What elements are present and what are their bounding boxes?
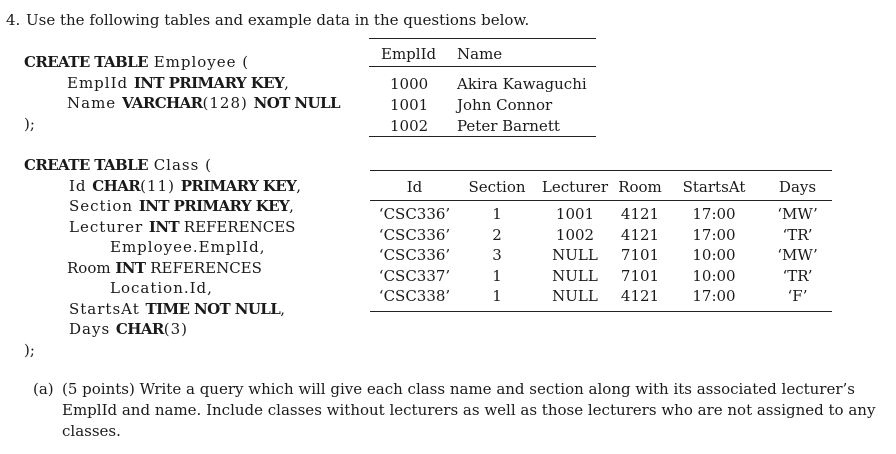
table-cell: John Connor (457, 95, 553, 114)
class-sql-line-8 (24, 299, 301, 320)
part-a-text (62, 379, 875, 442)
table-row (370, 225, 832, 246)
employee-table-header-rule (369, 66, 596, 67)
sql-keyword: CHAR (92, 176, 141, 195)
sql-text: REFERENCES (145, 258, 262, 277)
sql-keyword: CREATE TABLE (24, 53, 148, 71)
sql-text: Location.Id, (110, 279, 213, 297)
sql-column: StartsAt (69, 299, 146, 318)
class-sql-line-4 (24, 217, 301, 238)
sql-keyword: INT (148, 217, 180, 236)
table-cell: 1000 (390, 74, 429, 93)
column-header: StartsAt (682, 177, 746, 196)
sql-keyword: CREATE TABLE (24, 156, 148, 174)
sql-keyword: CHAR (115, 320, 164, 338)
table-cell: ‘CSC336’ (378, 205, 451, 224)
sql-column: Lecturer (69, 217, 149, 236)
table-cell: 17:00 (692, 287, 736, 306)
table-cell: ‘CSC337’ (378, 266, 451, 285)
table-row (370, 266, 832, 287)
table-cell: 3 (492, 246, 502, 265)
table-cell: NULL (552, 266, 598, 285)
table-row (369, 94, 596, 115)
class-table-header-rule (370, 200, 832, 201)
column-header: Room (618, 177, 662, 196)
employee-sql-line-1 (24, 52, 340, 73)
employee-table (369, 41, 596, 136)
table-cell: 7101 (620, 246, 660, 265)
class-sql-line-6 (24, 258, 301, 279)
question-intro: Use the following tables and example data in the questions below. (26, 11, 530, 29)
sql-keyword: INT (115, 258, 146, 277)
table-row (369, 115, 596, 136)
table-cell: ‘CSC336’ (378, 246, 451, 265)
sql-text: REFERENCES (179, 217, 296, 236)
sql-text: (3) (163, 320, 188, 338)
employee-create-statement (24, 52, 340, 134)
sql-text: , (280, 299, 285, 318)
sql-text: (11) (140, 176, 181, 195)
column-header: Section (468, 177, 526, 196)
column-header: EmplId (381, 44, 437, 63)
class-sql-line-1 (24, 155, 301, 176)
column-header: Id (406, 177, 423, 196)
class-table-header-row (370, 174, 832, 199)
spacer-row (369, 66, 596, 73)
sql-text: ); (24, 340, 35, 359)
sql-column: Section (69, 197, 139, 215)
class-create-statement (24, 155, 301, 360)
class-table-top-rule (370, 170, 832, 171)
table-cell: 7101 (620, 266, 660, 285)
part-a-line-3: classes. (62, 422, 121, 440)
sql-column: Id (69, 176, 93, 195)
table-cell: 4121 (620, 225, 660, 244)
part-a-line-2: EmplId and name. Include classes without lecturers as well as those lecturers who are not assigned to any (62, 401, 876, 419)
question-number: 4. (6, 11, 21, 29)
sql-column: Days (69, 320, 116, 338)
employee-sql-line-2 (24, 73, 340, 94)
sql-keyword: PRIMARY KEY (180, 176, 297, 195)
table-cell: 4121 (620, 287, 660, 306)
sql-text: , (289, 197, 294, 215)
table-cell: 1002 (390, 116, 429, 135)
column-header: Days (778, 177, 817, 196)
sql-keyword: INT PRIMARY KEY (138, 197, 290, 215)
sql-keyword: INT PRIMARY KEY (133, 73, 285, 92)
table-cell: ‘TR’ (782, 225, 813, 244)
table-cell: NULL (552, 246, 598, 265)
table-row (370, 286, 832, 307)
sql-text: , (296, 176, 301, 195)
employee-table-top-rule (369, 38, 596, 39)
class-sql-line-5 (24, 237, 301, 258)
table-cell: Peter Barnett (457, 116, 560, 135)
sql-column: Name (67, 94, 122, 112)
sql-keyword: NOT NULL (253, 94, 340, 112)
class-sql-line-7 (24, 278, 301, 299)
class-sql-line-10 (24, 340, 301, 361)
column-header: Lecturer (541, 177, 609, 196)
sql-text: , (284, 73, 289, 92)
table-cell: 2 (492, 225, 502, 244)
sql-column: Room (67, 258, 116, 277)
table-cell: NULL (552, 287, 598, 306)
table-row (370, 204, 832, 225)
table-row (370, 245, 832, 266)
table-cell: 1002 (555, 225, 595, 244)
employee-table-header-row (369, 41, 596, 66)
table-cell: 17:00 (692, 205, 736, 224)
table-cell: 1 (492, 266, 502, 285)
table-cell: 10:00 (692, 266, 736, 285)
part-a-label: (a) (33, 380, 54, 398)
class-sql-line-3 (24, 196, 301, 217)
sql-keyword: TIME NOT NULL (145, 299, 281, 318)
table-cell: 4121 (620, 205, 660, 224)
sql-text: Class ( (147, 156, 212, 174)
employee-sql-line-3 (24, 93, 340, 114)
sql-text: Employee ( (147, 53, 250, 71)
employee-sql-line-4 (24, 114, 340, 135)
table-cell: 17:00 (692, 225, 736, 244)
table-cell: ‘CSC336’ (378, 225, 451, 244)
sql-column: EmplId (67, 73, 134, 92)
sql-text: Employee.EmplId, (110, 238, 266, 256)
table-cell: 1001 (390, 95, 429, 114)
class-sql-line-9 (24, 319, 301, 340)
table-cell: 1 (492, 205, 502, 224)
sql-keyword: VARCHAR (121, 94, 203, 112)
table-cell: ‘MW’ (777, 246, 818, 265)
table-cell: ‘TR’ (782, 266, 813, 285)
table-cell: Akira Kawaguchi (457, 74, 587, 93)
class-sql-line-2 (24, 176, 301, 197)
table-cell: ‘F’ (787, 287, 808, 306)
employee-table-bottom-rule (369, 136, 596, 137)
class-table (370, 174, 832, 307)
sql-text: ); (24, 114, 35, 133)
sql-text: (128) (202, 94, 254, 112)
table-cell: 1001 (555, 205, 595, 224)
table-cell: 10:00 (692, 246, 736, 265)
table-cell: ‘MW’ (777, 205, 818, 224)
column-header: Name (457, 44, 503, 63)
table-row (369, 73, 596, 94)
part-a-line-1: (5 points) Write a query which will give each class name and section along with its associated lecturer’s (62, 380, 855, 398)
table-cell: 1 (492, 287, 502, 306)
table-cell: ‘CSC338’ (378, 287, 451, 306)
class-table-bottom-rule (370, 311, 832, 312)
